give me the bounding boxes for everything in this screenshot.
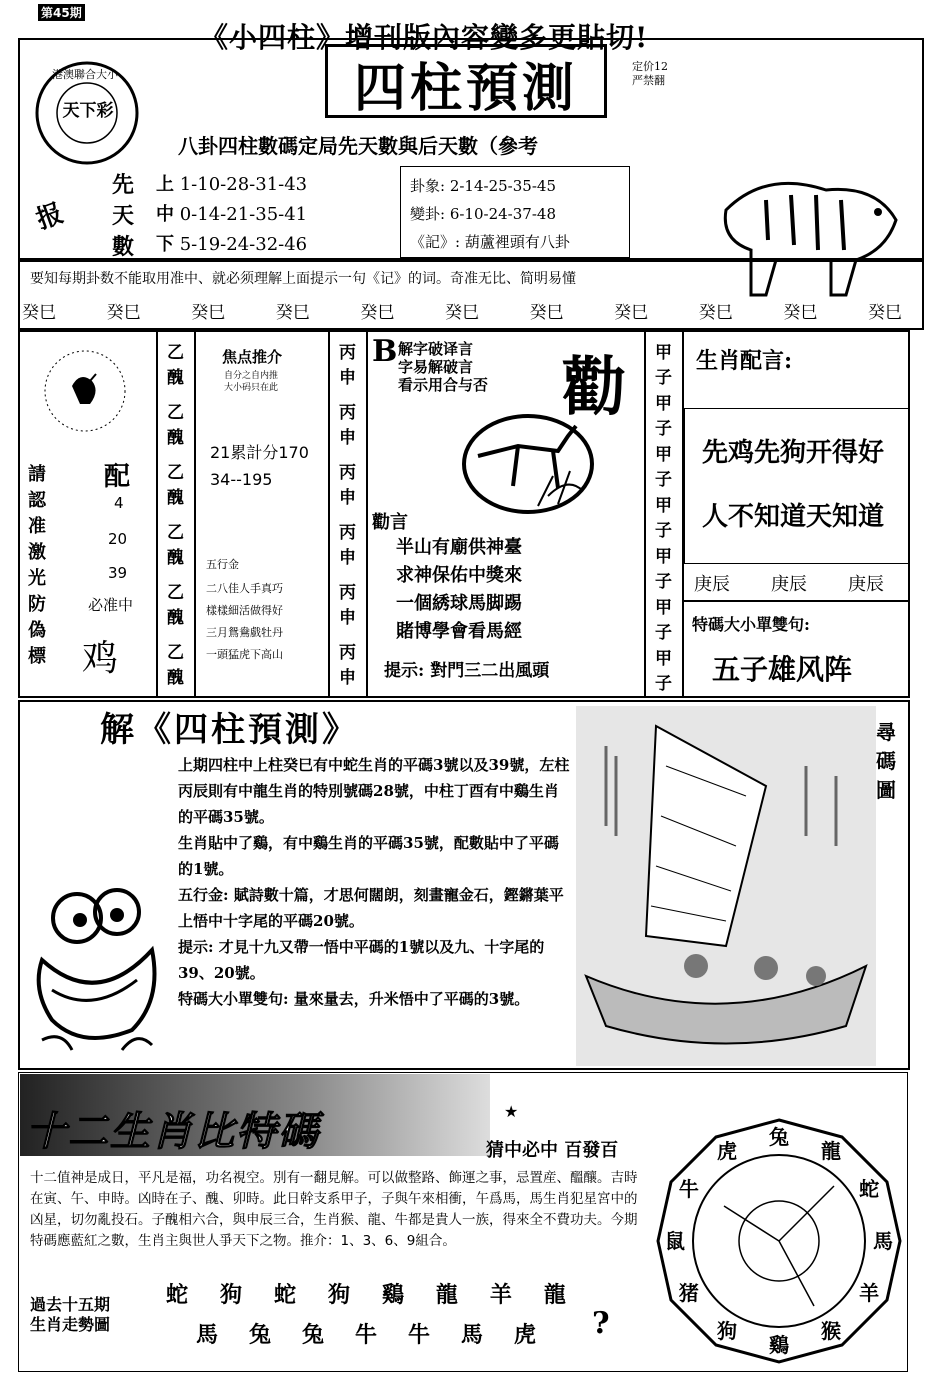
row-pos: 下 — [156, 234, 174, 255]
bingshen-cell: 丙申 — [339, 403, 356, 448]
wheel-zodiac-label: 龍 — [821, 1138, 841, 1163]
row-nums: 1-10-28-31-43 — [179, 174, 308, 195]
wuxing-title: 五行金 — [206, 558, 239, 571]
jiazi-cell: 甲子 — [655, 343, 672, 388]
trend-cell: 狗 — [327, 1282, 350, 1308]
xunma-char: 尋 — [876, 720, 896, 744]
gengchen-cell: 庚辰 — [694, 574, 730, 595]
guisi-cell: 癸巳 — [698, 303, 733, 323]
bingshen-column — [330, 338, 366, 688]
jie-paragraph: 提示: 才見十九又帶一悟中平碼的1號以及九、十字尾的39、20號。 — [178, 938, 545, 982]
seal-outer-text: 港澳聯合大小 — [52, 68, 118, 81]
gengchen-row — [694, 570, 884, 596]
trend-cell: 龍 — [543, 1282, 566, 1308]
jie-paragraph: 生肖貼中了鷄，有中鷄生肖的平碼35號，配數貼中了平碼的1號。 — [178, 834, 559, 878]
past-line-1: 過去十五期 — [30, 1295, 111, 1314]
pei-num: 4 — [114, 494, 124, 512]
jiaodian-sum: 34--195 — [210, 470, 273, 489]
trend-cell: 馬 — [196, 1322, 219, 1348]
wheel-zodiac-label: 蛇 — [859, 1177, 880, 1201]
wheel-zodiac-label: 羊 — [859, 1281, 880, 1305]
seal-inner-text: 天下彩 — [62, 101, 114, 121]
jiaodian-sub: 大小码只在此 — [224, 383, 279, 393]
bingshen-cell: 丙申 — [339, 583, 356, 628]
main-title: 四柱預測 — [353, 58, 578, 119]
vertical-char: 激 — [28, 542, 46, 563]
rooster-icon — [40, 336, 130, 446]
bingshen-cell: 丙申 — [339, 643, 356, 688]
guisi-cell: 癸巳 — [22, 303, 56, 323]
jiaodian-poem — [206, 578, 283, 666]
quan-lines — [398, 340, 488, 394]
trend-cell: 牛 — [354, 1322, 377, 1348]
quan-poem — [396, 534, 522, 646]
guisi-row — [22, 298, 902, 323]
boat-illustration-icon — [576, 706, 876, 1066]
shier-text: 十二值神是成日，平凡是福，功名視空。別有一翻見解。可以做整路、飾運之事，忌置産、醞釀。吉時在寅、午、申時。凶時在子、醜、卯時。此日幹支系甲子，子與午來相衝，午爲馬，馬生肖犯星宮中的凶星，切勿亂投石。子醜相六合，與申辰三合，生肖猴、龍、牛都是貴人一族，得來全不費功夫。今期特碼應藍紅之數，生肖主與世人爭天下之物。推介：1、3、6、9組合。 — [30, 1170, 638, 1249]
trend-cell: 蛇 — [166, 1282, 189, 1308]
jie-text — [178, 752, 570, 1012]
wheel-zodiac-label: 猪 — [678, 1281, 699, 1305]
xiantian-rows — [156, 170, 307, 260]
shengxiao-line: 人不知道天知道 — [702, 502, 885, 532]
shier-star: ★ — [504, 1102, 519, 1121]
guisi-cell: 癸巳 — [614, 303, 649, 323]
quan-badge: B — [372, 334, 398, 369]
jiazi-cell: 甲子 — [655, 547, 672, 592]
divider — [684, 600, 910, 602]
xiantian-labels — [112, 168, 135, 260]
guisi-cell: 癸巳 — [444, 303, 479, 323]
wheel-zodiac-label: 狗 — [717, 1319, 737, 1344]
trend-cell: 羊 — [489, 1282, 512, 1308]
trend-cell: 兔 — [248, 1322, 271, 1348]
xiantian-label: 天 — [112, 203, 135, 229]
wheel-zodiac-label: 鷄 — [769, 1333, 789, 1357]
vertical-char: 防 — [28, 594, 46, 615]
question-mark: ? — [592, 1306, 610, 1341]
zodiac-wheel-icon — [654, 1116, 904, 1366]
row-nums: 0-14-21-35-41 — [179, 204, 308, 225]
xiantian-label: 數 — [112, 234, 135, 260]
guisi-cell: 癸巳 — [529, 303, 564, 323]
yichou-column — [158, 338, 194, 688]
trend-cell: 蛇 — [273, 1282, 296, 1308]
gengchen-cell: 庚辰 — [771, 574, 807, 595]
bingshen-cell: 丙申 — [339, 343, 356, 388]
guisi-cell: 癸巳 — [783, 303, 818, 323]
jiazi-column — [646, 338, 682, 694]
animal-char: 鸡 — [82, 638, 119, 679]
shengxiao-title: 生肖配言: — [696, 348, 793, 374]
yichou-cell: 乙醜 — [167, 403, 184, 448]
jie-paragraph: 特碼大小單雙句: 量來量去，升米悟中了平碼的3號。 — [178, 990, 530, 1008]
gua-line-3: 《記》: 葫蘆裡頭有八卦 — [410, 233, 570, 251]
xiantian-label: 先 — [112, 172, 135, 198]
quan-poem-line: 求神保佑中獎來 — [396, 565, 522, 586]
vertical-char: 請 — [28, 464, 46, 485]
shier-slogan: 猜中必中 百發百 — [486, 1140, 619, 1161]
trend-cell: 狗 — [219, 1282, 242, 1308]
shengxiao-line: 先鸡先狗开得好 — [702, 438, 885, 468]
bingshen-cell: 丙申 — [339, 463, 356, 508]
yichou-cell: 乙醜 — [167, 643, 184, 688]
quan-hint: 提示: 對門三二出風頭 — [384, 661, 550, 681]
pei-num: 20 — [108, 530, 128, 548]
pei-num: 39 — [108, 564, 128, 582]
vertical-char: 准 — [28, 516, 46, 537]
quan-line: 解字破译言 — [398, 340, 474, 358]
quan-poem-line: 賭博學會看馬經 — [396, 621, 522, 642]
quan-line: 字易解破言 — [398, 358, 474, 376]
jiaodian-title: 焦点推介 — [222, 348, 283, 366]
xunma-char: 碼 — [876, 749, 896, 773]
gua-lines — [410, 172, 570, 256]
jiazi-cell: 甲子 — [655, 445, 672, 490]
wheel-zodiac-label: 虎 — [717, 1138, 737, 1163]
vertical-char: 標 — [28, 646, 46, 667]
yichou-cell: 乙醜 — [167, 343, 184, 388]
guisi-cell: 癸巳 — [360, 303, 395, 323]
wheel-zodiac-label: 馬 — [873, 1229, 893, 1253]
frog-mascot-icon — [22, 880, 172, 1070]
jiazi-cell: 甲子 — [655, 649, 672, 694]
trend-cell: 牛 — [407, 1322, 430, 1348]
teji-title: 特碼大小單雙句: — [692, 615, 810, 634]
banner-text: 《小四柱》增刊版內容變多更貼切! — [200, 21, 649, 54]
yichou-cell: 乙醜 — [167, 523, 184, 568]
vertical-char: 認 — [28, 490, 46, 511]
poem-line: 樣樣細活做得好 — [206, 604, 283, 617]
past-line-2: 生肖走勢圖 — [30, 1315, 111, 1334]
yichou-cell: 乙醜 — [167, 583, 184, 628]
xunma-label — [876, 716, 896, 802]
price-line-1: 定价12 — [632, 60, 668, 73]
trend-cell: 鷄 — [381, 1282, 404, 1308]
trend-cell: 虎 — [513, 1322, 536, 1348]
issue-number: 第45期 — [38, 4, 85, 21]
shier-title: 十二生肖比特碼 — [26, 1108, 320, 1155]
quan-title: 勸言 — [372, 512, 408, 533]
trend-cell: 龍 — [435, 1282, 458, 1308]
vertical-char: 偽 — [28, 620, 46, 641]
row-nums: 5-19-24-32-46 — [179, 234, 308, 255]
left-vertical-text — [28, 460, 46, 667]
pei-char: 配 — [104, 462, 131, 492]
guisi-cell: 癸巳 — [867, 303, 902, 323]
row-pos: 上 — [156, 174, 174, 195]
quan-big-char: 勸 — [562, 350, 626, 425]
price-line-2: 严禁翻 — [632, 74, 665, 87]
gua-line-2: 變卦: 6-10-24-37-48 — [410, 205, 556, 223]
quan-poem-line: 半山有廟供神臺 — [396, 537, 522, 558]
jie-paragraph: 上期四柱中上柱癸巳有中蛇生肖的平碼3號以及39號，左柱丙辰則有中龍生肖的特別號碼28號，中柱丁酉有中鷄生肖的平碼35號。 — [178, 756, 570, 826]
row-pos: 中 — [156, 204, 174, 225]
wheel-zodiac-label: 鼠 — [665, 1229, 685, 1253]
jie-paragraph: 五行金: 賦詩數十篇，才思何闊朗，刻畫寵金石，鏗鏘葉平上悟中十字尾的平碼20號。 — [178, 886, 564, 930]
teji-value: 五子雄风阵 — [712, 653, 853, 686]
guisi-cell: 癸巳 — [106, 303, 141, 323]
jiazi-cell: 甲子 — [655, 394, 672, 439]
divider — [194, 330, 196, 698]
trend-cell: 馬 — [460, 1322, 483, 1348]
trend-row-2 — [196, 1318, 536, 1349]
jiaodian-sum: 21累計分170 — [210, 443, 309, 462]
trend-row-1 — [166, 1278, 566, 1309]
notice-text: 要知每期卦数不能取用准中、就必须理解上面提示一句《记》的词。奇准无比、简明易懂 — [30, 271, 576, 287]
xiantian-row — [156, 170, 307, 200]
gengchen-cell: 庚辰 — [848, 574, 884, 595]
poem-line: 二八佳人手真巧 — [206, 582, 283, 595]
guisi-cell: 癸巳 — [275, 303, 310, 323]
header-line: 八卦四柱數碼定局先天數與后天數（參考 — [178, 134, 538, 158]
quan-poem-line: 一個綉球馬脚踢 — [396, 593, 522, 614]
jie-title: 解《四柱預測》 — [100, 710, 359, 750]
jiazi-cell: 甲子 — [655, 598, 672, 643]
vertical-char: 光 — [28, 568, 46, 589]
bingshen-cell: 丙申 — [339, 523, 356, 568]
jiaodian-sub: 自分之自内推 — [224, 371, 279, 381]
wheel-zodiac-label: 兔 — [769, 1125, 789, 1149]
xunma-char: 圖 — [876, 778, 896, 802]
side-char: 报 — [32, 198, 68, 236]
divider — [366, 330, 368, 698]
xiantian-row — [156, 230, 307, 260]
poem-line: 一頭猛虎下高山 — [206, 648, 283, 661]
wheel-zodiac-label: 牛 — [678, 1177, 699, 1201]
gua-line-1: 卦象: 2-14-25-35-45 — [410, 177, 556, 195]
wheel-zodiac-label: 猴 — [821, 1319, 841, 1344]
guisi-cell: 癸巳 — [191, 303, 226, 323]
trend-cell: 兔 — [301, 1322, 324, 1348]
poem-line: 三月鴛鴦戲牡丹 — [206, 626, 283, 639]
xiantian-row — [156, 200, 307, 230]
bizhun-text: 必准中 — [88, 596, 134, 614]
yichou-cell: 乙醜 — [167, 463, 184, 508]
jiazi-cell: 甲子 — [655, 496, 672, 541]
deer-medallion-icon — [458, 396, 598, 516]
quan-line: 看示用合与否 — [398, 376, 489, 394]
